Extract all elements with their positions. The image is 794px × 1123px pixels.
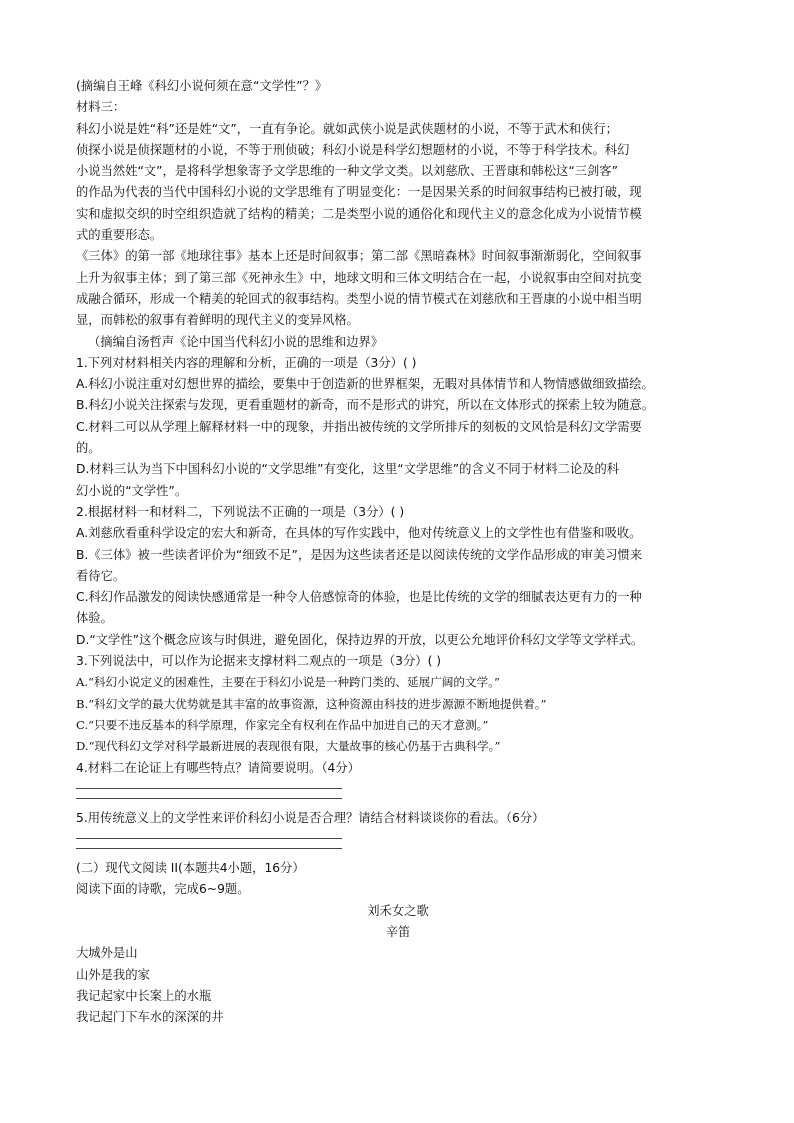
- question-stem: 4.材料二在论证上有哪些特点？请简要说明。（4分）: [76, 760, 360, 775]
- question-1: [76, 353, 720, 502]
- poem-line: 大城外是山: [76, 946, 138, 961]
- question-stem: 5.用传统意义上的文学性来评价科幻小说是否合理？请结合材料谈谈你的看法。（6分）: [76, 810, 545, 825]
- answer-line: [76, 798, 342, 799]
- poem-line: 我记起家中长案上的水瓶: [76, 988, 212, 1003]
- option-a: A.科幻小说注重对幻想世界的描绘，要集中于创造新的世界框架，无暇对具体情节和人物情感做细致描绘。: [76, 377, 654, 392]
- question-stem: 1.下列对材料相关内容的理解和分析，正确的一项是（3分）( ): [76, 355, 417, 370]
- poem-title: 刘禾女之歌: [367, 903, 429, 918]
- option-b: B.“科幻文学的最大优势就是其丰富的故事资源，这种资源由科技的进步源源不断地提供着。”: [76, 696, 547, 711]
- option-b-cont: 看待它。: [76, 568, 126, 583]
- text-line: 成融合循环，形成一个精美的轮回式的叙事结构。类型小说的情节模式在刘慈欣和王晋康的小说中相当明: [76, 291, 642, 306]
- option-c: C.科幻作品激发的阅读快感通常是一种令人倍感惊奇的体验，也是比传统的文学的细腻表达更有力的一种: [76, 590, 642, 605]
- answer-line: [76, 838, 342, 839]
- text-line: 科幻小说是姓“科”还是姓“文”，一直有争论。就如武侠小说是武侠题材的小说，不等于武术和侠行；: [76, 121, 618, 136]
- question-stem: 3.下列说法中，可以作为论据来支撑材料二观点的一项是（3分）( ): [76, 654, 442, 669]
- question-4: [76, 758, 720, 799]
- text-line: 的作品为代表的当代中国科幻小说的文学思维有了明显变化：一是因果关系的时间叙事结构已被打破，现: [76, 185, 642, 200]
- option-b: B.《三体》被一些读者评价为“细致不足”，是因为这些读者还是以阅读传统的文学作品形成的审美习惯来: [76, 547, 643, 562]
- option-d-cont: 幻小说的“文学性”。: [76, 483, 188, 498]
- text-line: 实和虚拟交织的时空组织造就了结构的精美；二是类型小说的通俗化和现代主义的意念化成为小说情节模: [76, 206, 642, 221]
- answer-line: [76, 848, 342, 849]
- question-2: [76, 502, 720, 651]
- answer-line: [76, 788, 342, 789]
- section-2-instruction: 阅读下面的诗歌，完成6~9题。: [76, 882, 250, 897]
- material3-heading: 材料三：: [76, 100, 126, 115]
- poem-line: 山外是我的家: [76, 967, 150, 982]
- text-line: 式的重要形态。: [76, 228, 163, 243]
- material3-paragraph-2: [76, 246, 720, 331]
- option-a: A.“科幻小说定义的困难性，主要在于科幻小说是一种跨门类的、延展广阔的文学。”: [76, 675, 500, 690]
- option-b: B.科幻小说关注探索与发现，更看重题材的新奇，而不是形式的讲究，所以在文体形式的探索上较为随意。: [76, 398, 655, 413]
- material3-paragraph-1: [76, 119, 720, 247]
- text-line: 显，而韩松的叙事有着鲜明的现代主义的变异风格。: [76, 313, 359, 328]
- question-stem: 2.根据材料一和材料二，下列说法不正确的一项是（3分）( ): [76, 504, 405, 519]
- material2-source: (摘编自王峰《科幻小说何须在意“文学性”？》: [76, 79, 328, 93]
- option-d: D.“文学性”这个概念应该与时俱进，避免固化，保持边界的开放，以更公允地评价科幻文学等文学样式。: [76, 632, 644, 647]
- text-line: 《三体》的第一部《地球往事》基本上还是时间叙事；第二部《黑暗森林》时间叙事渐渐弱化，空间叙事: [76, 249, 642, 264]
- text-line: 上升为叙事主体；到了第三部《死神永生》中，地球文明和三体文明结合在一起，小说叙事由空间对抗变: [76, 270, 642, 285]
- option-c-cont: 的。: [76, 441, 101, 456]
- option-d: D.“现代科幻文学对科学最新进展的表现很有限，大量故事的核心仍基于古典科学。”: [76, 739, 501, 754]
- option-d: D.材料三认为当下中国科幻小说的“文学思维”有变化，这里“文学思维”的含义不同于材料二论及的科: [76, 462, 620, 477]
- text-line: 侦探小说是侦探题材的小说，不等于刑侦破；科幻小说是科学幻想题材的小说，不等于科学技术。科幻: [76, 142, 630, 157]
- option-c-cont: 体验。: [76, 611, 113, 626]
- poem: [76, 901, 720, 1029]
- document-page: [76, 76, 720, 1028]
- question-5: [76, 808, 720, 849]
- text-line: 小说当然姓“文”，是将科学想象寄予文学思维的一种文学文类。以刘慈欣、王晋康和韩松这“三剑客”: [76, 164, 618, 179]
- poem-author: 辛笛: [385, 924, 411, 939]
- option-c: C.“只要不违反基本的科学原理，作家完全有权利在作品中加进自己的天才意测。”: [76, 717, 489, 732]
- section-2-heading: (二）现代文阅读 II(本题共4小题，16分）: [76, 861, 305, 876]
- option-a: A.刘慈欣看重科学设定的宏大和新奇，在具体的写作实践中，他对传统意义上的文学性也有借鉴和吸收。: [76, 526, 642, 541]
- poem-line: 我记起门下车水的深深的井: [76, 1010, 224, 1025]
- question-3: [76, 651, 720, 757]
- option-c: C.材料二可以从学理上解释材料一中的现象，并指出被传统的文学所排斥的刻板的文风恰是科幻文学需要: [76, 419, 642, 434]
- material3-source: （摘编自汤哲声《论中国当代科幻小说的思维和边界》: [88, 334, 384, 349]
